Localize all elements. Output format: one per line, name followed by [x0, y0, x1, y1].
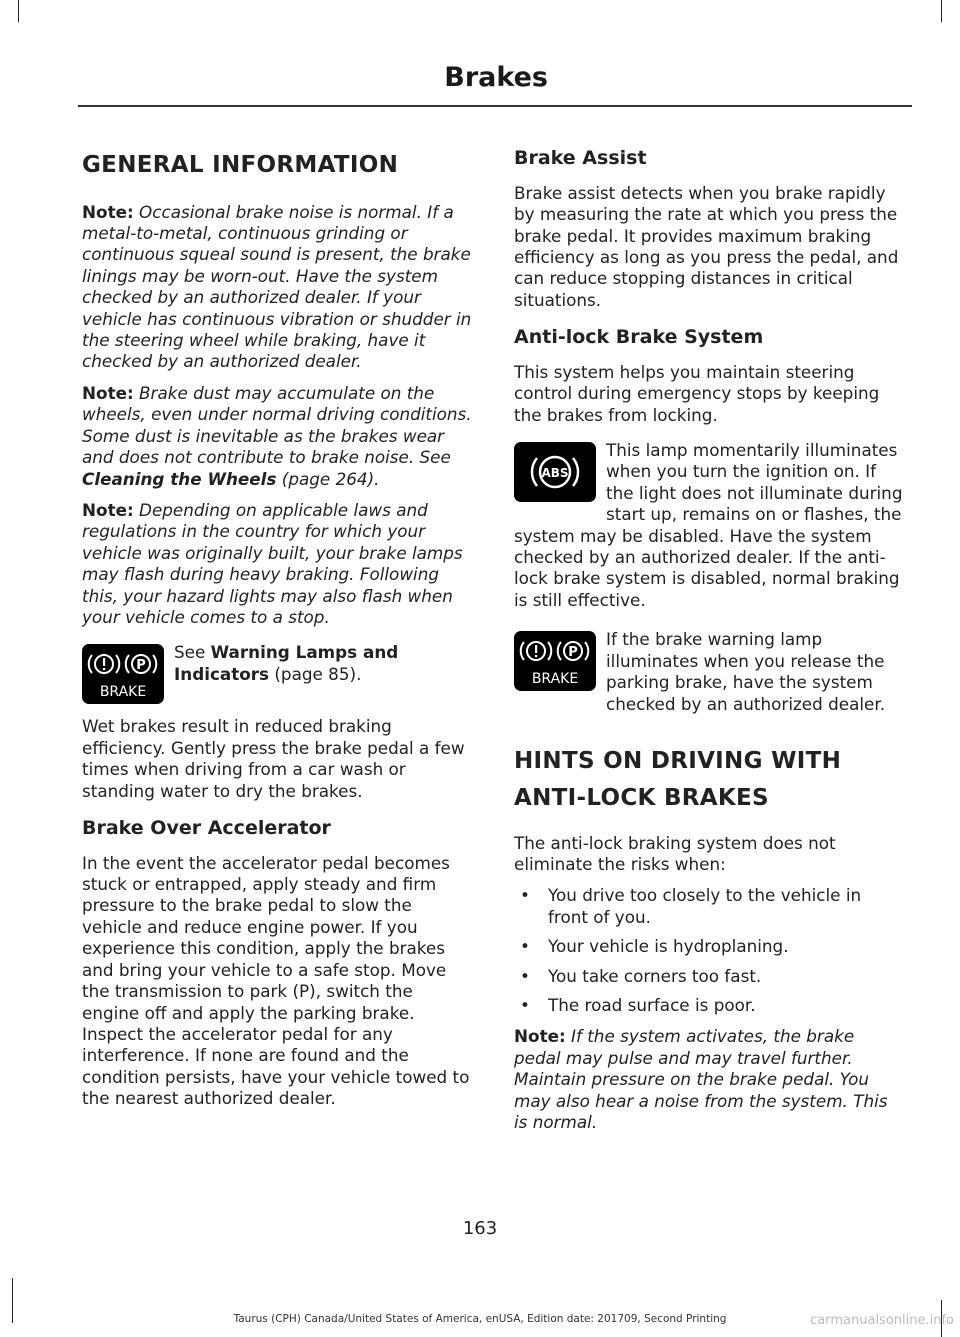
abs-lamp-block — [514, 440, 906, 611]
list-item: • Your vehicle is hydroplaning. — [514, 936, 906, 957]
brake-warning-lamp-icon — [82, 644, 164, 704]
risk-list — [514, 885, 906, 1016]
crop-mark — [941, 0, 942, 22]
xref-warning-lamps[interactable]: Warning Lamps and Indicators — [174, 642, 399, 684]
section-heading-hints-anti-lock — [514, 743, 906, 817]
note-brake-dust — [82, 383, 474, 490]
subheading-brake-assist: Brake Assist — [514, 147, 647, 169]
right-column — [514, 140, 906, 1143]
note-text: Occasional brake noise is normal. If a metal-to-metal, continuous grinding or continuous squeal sound is present, the brake linings may be worn-out. Have the system checked by an authorized dealer. If your vehicle has continuous vibration or shudder in the steering wheel while braking, have it checked by an authorized dealer. — [82, 201, 472, 372]
xref-page: (page 85). — [269, 663, 362, 684]
subheading-brake-over-accelerator: Brake Over Accelerator — [82, 816, 331, 839]
note-text: Brake dust may accumulate on the wheels, even under normal driving conditions. Some dust is inevitable as the brakes wear and does not contribute to brake noise. See — [82, 382, 472, 468]
xref-page: (page 264). — [276, 468, 380, 489]
lamp-reference-text — [174, 642, 474, 685]
subheading-anti-lock-brake-system: Anti-lock Brake System — [514, 326, 764, 349]
note-text: Depending on applicable laws and regulations in the country for which your vehicle was originally built, your brake lamps may flash during heavy braking. Following this, your hazard lights may also flash when your vehicle comes to a stop. — [82, 499, 463, 627]
note-brake-lamps — [82, 500, 474, 628]
note-brake-noise — [82, 202, 474, 373]
warning-lamp-reference — [82, 642, 474, 704]
section-heading-general-information: GENERAL INFORMATION — [82, 152, 399, 178]
watermark: carmanualsonline.info — [810, 1313, 954, 1328]
note-label: Note: — [514, 1026, 566, 1047]
crop-mark — [18, 0, 19, 22]
note-text: If the system activates, the brake pedal may pulse and may travel further. Maintain pressure on the brake pedal. You may also hear a noise from the system. This is normal. — [514, 1026, 888, 1132]
note-system-activates — [514, 1026, 906, 1133]
brake-assist-paragraph: Brake assist detects when you brake rapidly by measuring the rate at which you press the brake pedal. It provides maximum braking efficiency as long as you press the pedal, and can reduce stopping distances in critical situations. — [514, 182, 899, 310]
list-item: • You take corners too fast. — [514, 966, 906, 987]
brake-warning-lamp-icon — [514, 631, 596, 691]
note-label: Note: — [82, 499, 134, 520]
list-item: • You drive too closely to the vehicle in front of you. — [514, 885, 906, 928]
hints-intro-paragraph: The anti-lock braking system does not eliminate the risks when: — [514, 832, 836, 874]
brake-icon-label: BRAKE — [99, 684, 147, 701]
hints-heading-line-2: ANTI-LOCK BRAKES — [514, 784, 769, 811]
brake-lamp-paragraph: If the brake warning lamp illuminates when you release the parking brake, have the system checked by an authorized dealer. — [606, 629, 886, 714]
abs-icon-label: ABS — [541, 466, 569, 481]
note-label: Note: — [82, 382, 134, 403]
list-item: • The road surface is poor. — [514, 995, 906, 1016]
xref-cleaning-the-wheels[interactable]: Cleaning the Wheels — [82, 468, 277, 489]
brake-over-accelerator-paragraph: In the event the accelerator pedal becomes stuck or entrapped, apply steady and firm pressure to the brake pedal to slow the vehicle and reduce engine power. If you experience this condition, apply the brakes and bring your vehicle to a safe stop. Move the transmission to park (P), switch the engine off and apply the parking brake. Inspect the accelerator pedal for any interference. If none are found and the condition persists, have your vehicle towed to the nearest authorized dealer. — [82, 852, 470, 1109]
abs-warning-lamp-icon — [514, 442, 596, 502]
abs-paragraph: This system helps you maintain steering control during emergency stops by keeping the brakes from locking. — [514, 361, 880, 425]
svg-text:P: P — [136, 658, 146, 674]
note-label: Note: — [82, 201, 134, 222]
left-column — [82, 140, 474, 1120]
svg-text:P: P — [568, 645, 578, 661]
see-prefix: See — [174, 642, 211, 663]
brake-icon-label: BRAKE — [531, 671, 579, 688]
brake-lamp-block — [514, 629, 906, 715]
hints-heading-line-1: HINTS ON DRIVING WITH — [514, 747, 842, 774]
page-number: 163 — [462, 1218, 498, 1239]
abs-lamp-paragraph: This lamp momentarily illuminates when you turn the ignition on. If the light does not illuminate during start up, remains on or flashes, the system may be disabled. Have the system checked by an authorized dealer. If the anti-lock brake system is disabled, normal braking is still effective. — [514, 440, 903, 610]
wet-brakes-paragraph: Wet brakes result in reduced braking efficiency. Gently press the brake pedal a few times when driving from a car wash or standing water to dry the brakes. — [82, 716, 465, 801]
footer-edition-info: Taurus (CPH) Canada/United States of America, enUSA, Edition date: 201709, Second Printing — [233, 1313, 727, 1325]
page-header-title: Brakes — [444, 62, 548, 93]
header-rule — [78, 105, 912, 107]
